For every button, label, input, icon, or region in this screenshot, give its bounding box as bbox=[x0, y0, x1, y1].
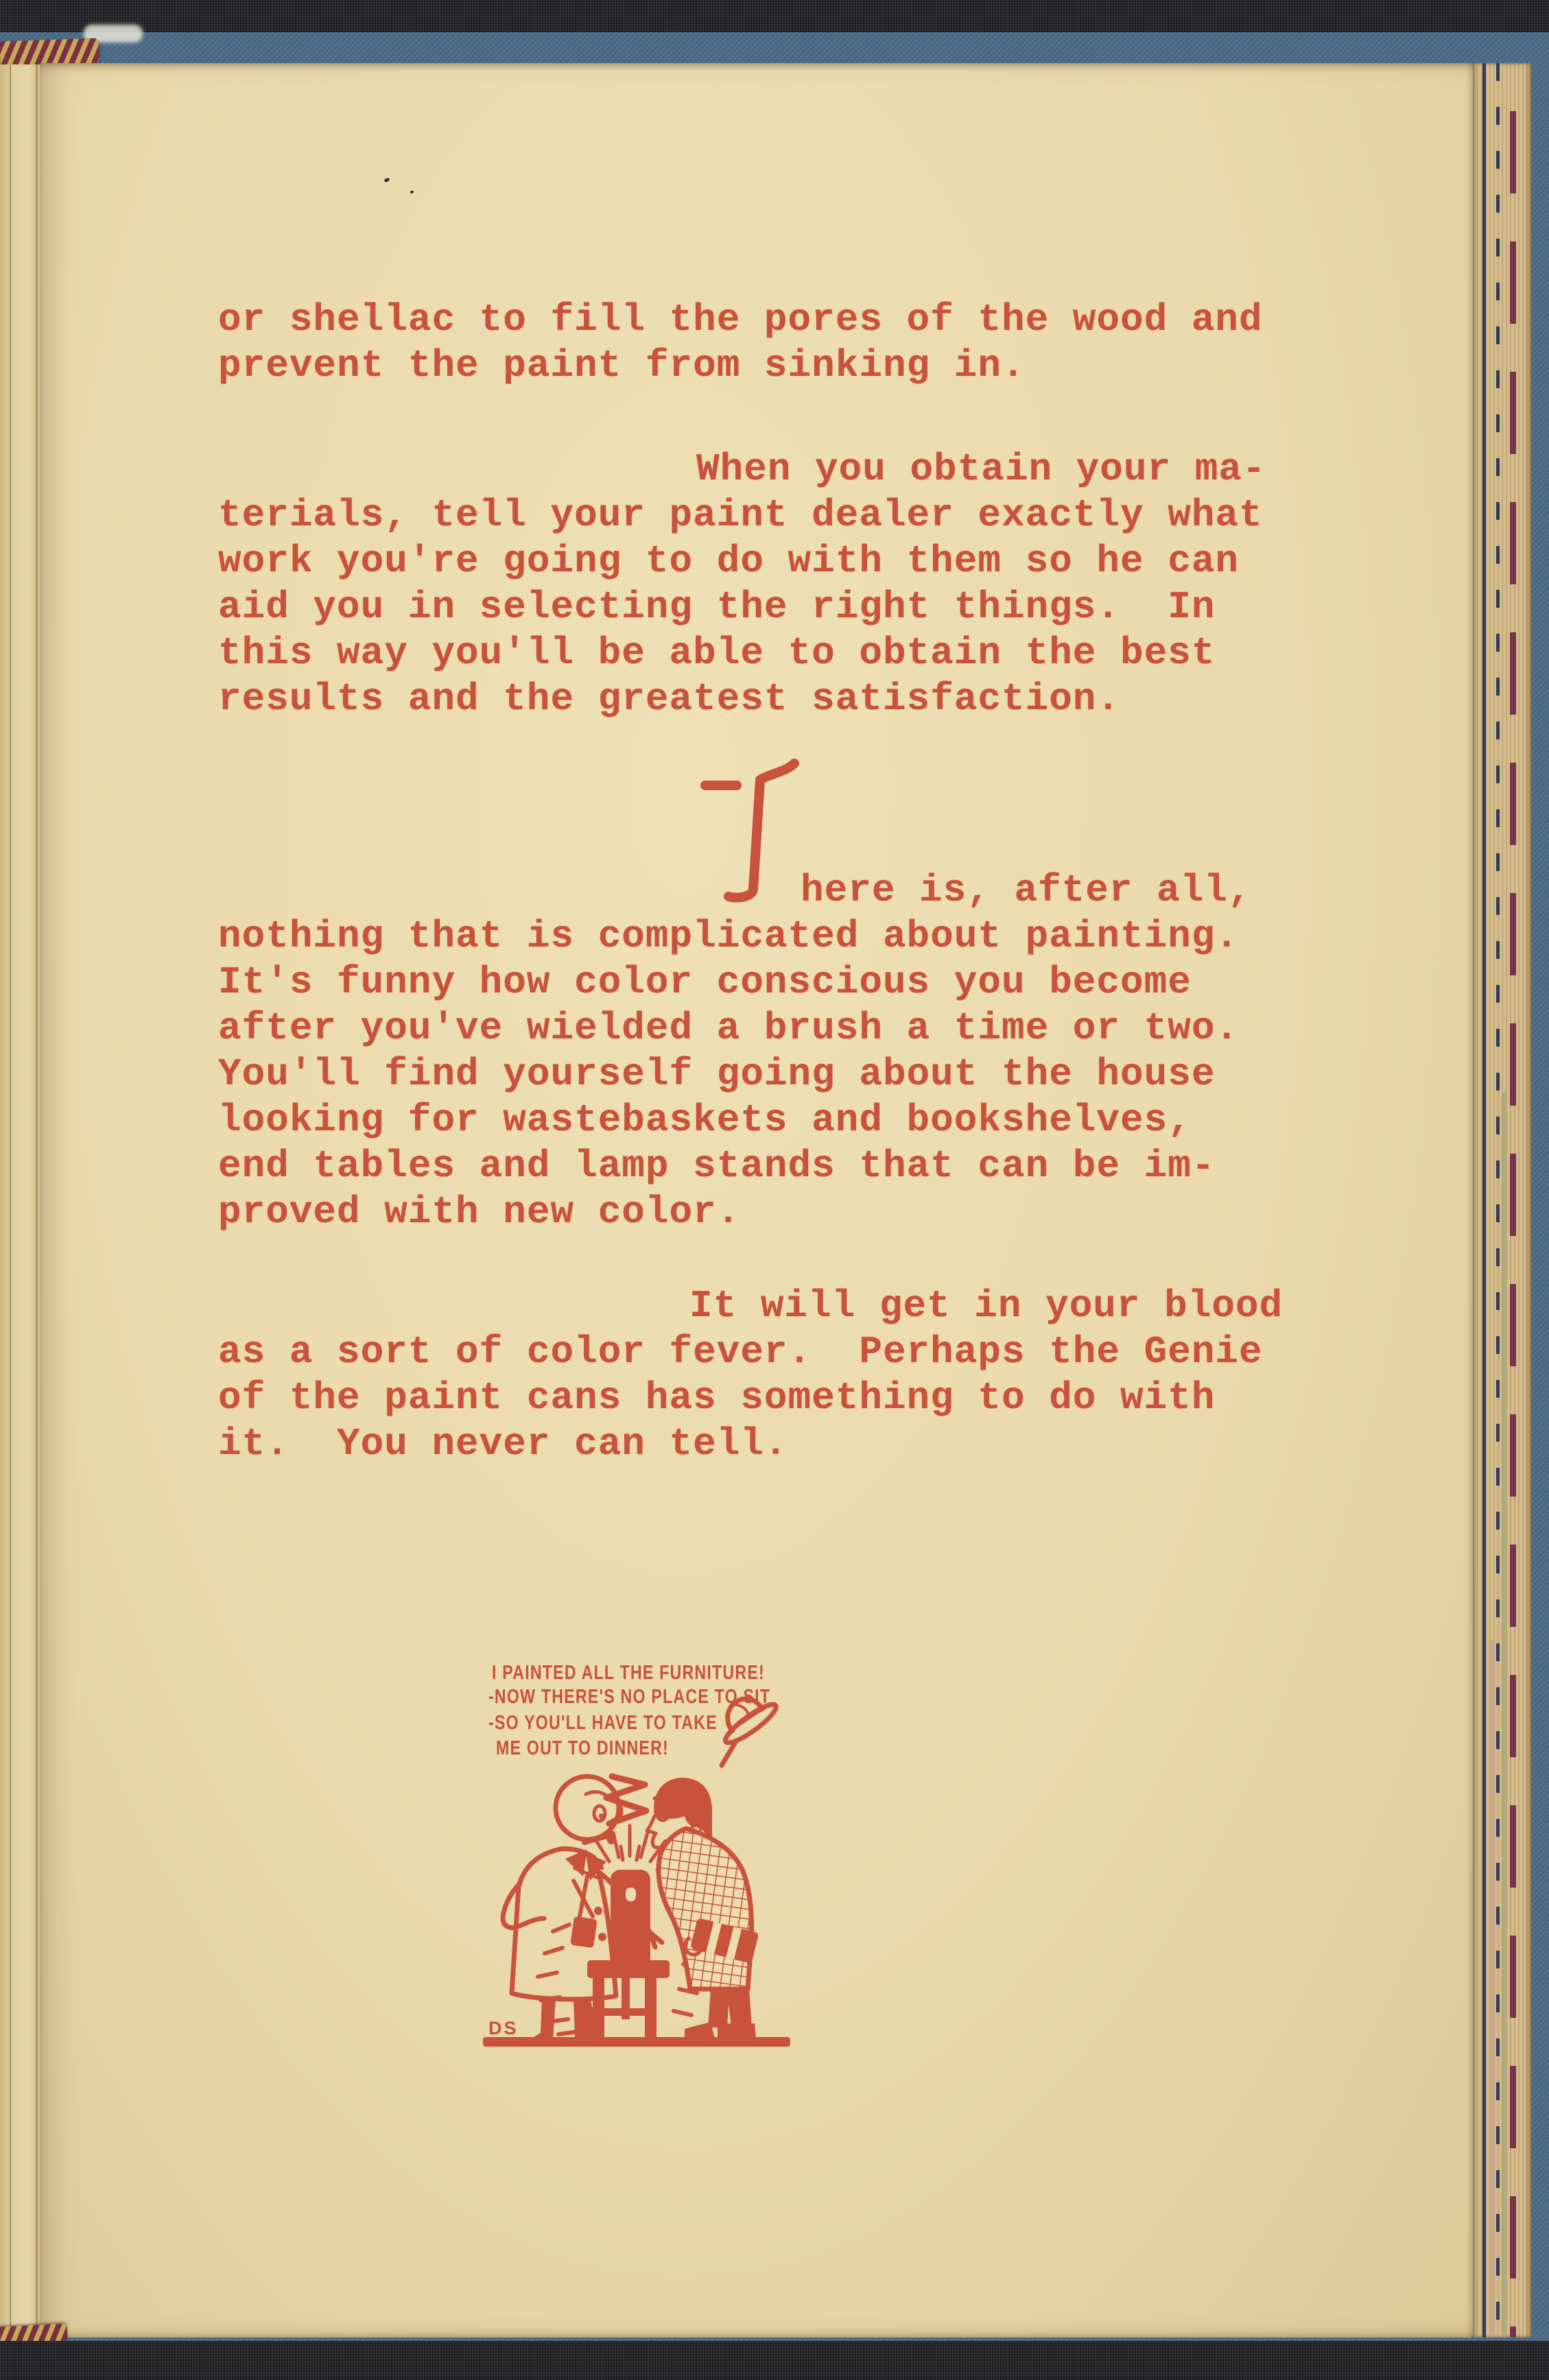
page-edge-green-tint bbox=[1502, 1092, 1506, 2337]
husband-figure bbox=[647, 1778, 759, 2038]
hat-motion-line bbox=[722, 1742, 735, 1765]
cartoon-caption-line-3: -SO YOU'LL HAVE TO TAKE bbox=[488, 1712, 718, 1734]
paragraph-4: It will get in your blood as a sort of color fever. Perhaps the Genie of the paint cans has something to do with it. You never can tell. bbox=[218, 1284, 1284, 1466]
cartoon-caption-line-2: -NOW THERE'S NO PLACE TO SIT bbox=[488, 1686, 771, 1708]
cartoon-caption-line-1: I PAINTED ALL THE FURNITURE! bbox=[492, 1662, 765, 1684]
speech-zigzag-icon bbox=[606, 1776, 646, 1824]
artist-signature: DS bbox=[488, 2018, 519, 2038]
book-cloth-bottom bbox=[0, 2341, 1549, 2380]
paragraph-1: or shellac to fill the pores of the wood and prevent the paint from sinking in. bbox=[218, 298, 1263, 388]
paper-speck bbox=[383, 178, 390, 182]
gutter-page-strip bbox=[0, 64, 40, 2337]
ground-line bbox=[483, 2037, 790, 2047]
page-edge-maroon-dashes bbox=[1510, 63, 1516, 2337]
book-cloth-top bbox=[0, 0, 1549, 32]
page-edge-stack bbox=[1473, 63, 1531, 2337]
cartoon-illustration bbox=[479, 1675, 836, 2121]
book-page bbox=[40, 63, 1473, 2337]
paragraph-3: here is, after all, nothing that is complicated about painting. It's funny how color conscious you become after you've wielded a brush a time or two. You'll find yourself going about the house looking for wastebaskets and bookshelves, end tables and lamp stands that can be im- proved with new color. bbox=[218, 868, 1252, 1234]
painted-chair bbox=[587, 1870, 670, 2043]
paper-speck bbox=[410, 191, 414, 193]
page-edge-pink-tint bbox=[1489, 1641, 1494, 2337]
page-edge-navy-dashes bbox=[1496, 63, 1500, 2337]
flying-hat-icon bbox=[711, 1685, 781, 1748]
page-edge-navy-line bbox=[1482, 63, 1486, 2337]
paragraph-2: When you obtain your ma- terials, tell your paint dealer exactly what work you're going to do with them so he can aid you in selecting the right things. In this way you'll be able to obtain the best results and the greatest satisfaction. bbox=[218, 447, 1266, 721]
cartoon-caption-line-4: ME OUT TO DINNER! bbox=[496, 1737, 669, 1759]
